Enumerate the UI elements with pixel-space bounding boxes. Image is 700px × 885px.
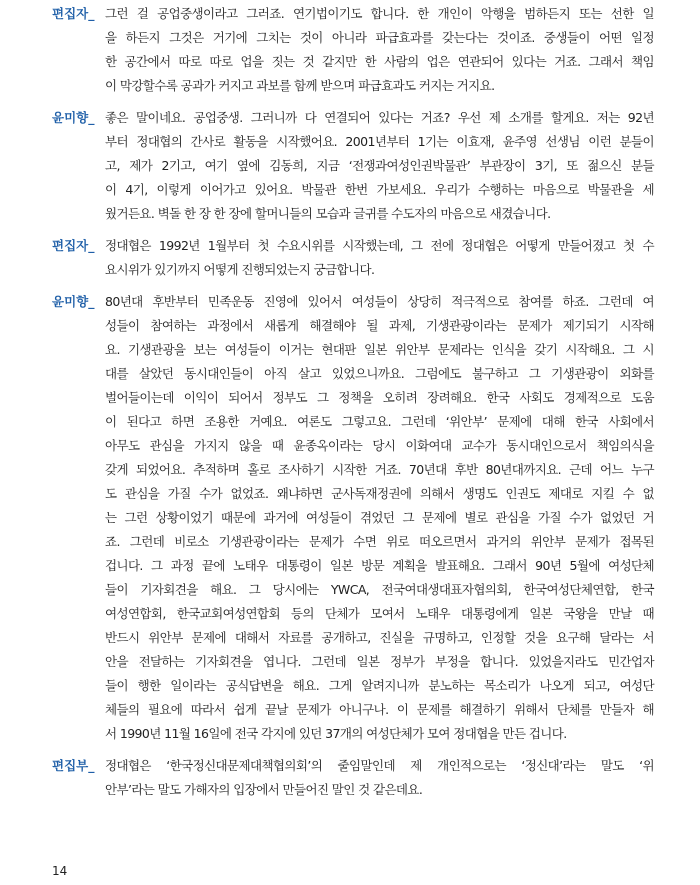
text-line: 벌어들이는데 이익이 되어서 정부도 그 정책을 오히려 장려해요. 한국 사회도 경제적으로 도움: [105, 390, 654, 405]
text-line: 80년대 후반부터 민족운동 진영에 있어서 여성들이 상당히 적극적으로 참여를 하죠. 그런데 여: [105, 294, 654, 309]
text-line: 요시위가 있기까지 어떻게 진행되었는지 궁금합니다.: [105, 262, 375, 277]
text-line: 안을 전달하는 기자회견을 엽니다. 그런데 일본 정부가 부정을 합니다. 있었을지라도 민간업자: [105, 654, 654, 669]
text-line: 대를 살았던 동시대인들이 아직 살고 있었으니까요. 그럼에도 불구하고 그 기생관광이 외화를: [105, 366, 654, 381]
text-line: 도 관심을 가질 수가 없었죠. 왜냐하면 군사독재정권에 의해서 생명도 인권도 제대로 지킬 수 없: [105, 486, 654, 501]
speaker-label: 윤미향_: [52, 110, 95, 125]
text-line: 체들의 필요에 따라서 쉽게 끝날 문제가 아니구나. 이 문제를 해결하기 위해서 단체를 만들자 해: [105, 702, 654, 717]
text-line: 여성연합회, 한국교회여성연합회 등의 단체가 모여서 노태우 대통령에게 일본 국왕을 만날 때: [105, 606, 654, 621]
speaker-label: 편집부_: [52, 758, 95, 773]
text-line: 정대협은 ‘한국정신대문제대책협의회’의 줄임말인데 제 개인적으로는 ‘정신대’라는 말도 ‘위: [105, 758, 654, 773]
text-line: 이 막강할수록 공과가 커지고 과보를 함께 받으며 파급효과도 커지는 거지요.: [105, 78, 495, 93]
dialogue-text: [105, 2, 654, 98]
text-line: 겁니다. 그 과정 끝에 노태우 대통령이 일본 방문 계획을 발표해요. 그래서 90년 5월에 여성단체: [105, 558, 654, 573]
text-line: 아무도 관심을 가지지 않을 때 윤종옥이라는 당시 이화여대 교수가 동시대인으로서 책임의식을: [105, 438, 654, 453]
text-line: 이 된다고 하면 조용한 거예요. 여론도 그렇고요. 그런데 ‘위안부’ 문제에 대해 한국 사회에서: [105, 414, 654, 429]
dialogue-block-4: [52, 290, 654, 746]
text-line: 부터 정대협의 간사로 활동을 시작했어요. 2001년부터 1기는 이효재, 윤주영 선생님 이런 분들이: [105, 134, 654, 149]
dialogue-text: [105, 290, 654, 746]
text-line: 을 하든지 그것은 거기에 그치는 것이 아니라 파급효과를 갖는다는 것이죠. 중생들이 어떤 일정: [105, 30, 654, 45]
speaker-label: 편집자_: [52, 6, 95, 21]
text-line: 반드시 위안부 문제에 대해서 자료를 공개하고, 진실을 규명하고, 인정할 것을 요구해 달라는 서: [105, 630, 654, 645]
text-line: 는 그런 상황이었기 때문에 과거에 여성들이 겪었던 그 문제에 별로 관심을 가질 수가 없었던 거: [105, 510, 654, 525]
dialogue-text: [105, 234, 654, 282]
text-line: 서 1990년 11월 16일에 전국 각지에 있던 37개의 여성단체가 모여 정대협을 만든 겁니다.: [105, 726, 567, 741]
text-line: 들이 기자회견을 해요. 그 당시에는 YWCA, 전국여대생대표자협의회, 한국여성단체연합, 한국: [105, 582, 654, 597]
speaker-label: 편집자_: [52, 238, 95, 253]
text-line: 요. 기생관광을 보는 여성들이 이거는 현대판 일본 위안부 문제라는 인식을 갖기 시작해요. 그 시: [105, 342, 654, 357]
text-line: 들이 행한 일이라는 공식답변을 해요. 그게 알려지니까 분노하는 목소리가 나오게 되고, 여성단: [105, 678, 654, 693]
text-line: 이 4기, 이렇게 이어가고 있어요. 박물관 한번 가보세요. 우리가 수행하는 마음으로 박물관을 세: [105, 182, 654, 197]
text-line: 한 공간에서 따로 따로 업을 짓는 것 같지만 한 사람의 업은 연관되어 있다는 거죠. 그래서 책임: [105, 54, 654, 69]
text-line: 안부’라는 말도 가해자의 입장에서 만들어진 말인 것 같은데요.: [105, 782, 423, 797]
dialogue-text: [105, 754, 654, 802]
text-line: 정대협은 1992년 1월부터 첫 수요시위를 시작했는데, 그 전에 정대협은 어떻게 만들어졌고 첫 수: [105, 238, 654, 253]
page-number: 14: [52, 864, 68, 878]
text-line: 그런 걸 공업중생이라고 그러죠. 연기법이기도 합니다. 한 개인이 악행을 범하든지 또는 선한 일: [105, 6, 654, 21]
text-line: 좋은 말이네요. 공업중생. 그러니까 다 연결되어 있다는 거죠? 우선 제 소개를 할게요. 저는 92년: [105, 110, 654, 125]
text-line: 고, 제가 2기고, 여기 옆에 김동희, 지금 ‘전쟁과여성인권박물관’ 부관장이 3기, 또 젊으신 분들: [105, 158, 654, 173]
dialogue-text: [105, 106, 654, 226]
text-line: 성들이 참여하는 과정에서 새롭게 해결해야 될 과제, 기생관광이라는 문제가 제기되기 시작해: [105, 318, 654, 333]
text-line: 죠. 그런데 비로소 기생관광이라는 문제가 수면 위로 떠오르면서 과거의 위안부 문제가 접목된: [105, 534, 654, 549]
dialogue-block-1: [52, 2, 654, 98]
text-line: 웠거든요. 벽돌 한 장 한 장에 할머니들의 모습과 글귀를 수도자의 마음으로 새겼습니다.: [105, 206, 551, 221]
dialogue-block-5: [52, 754, 654, 802]
text-line: 갖게 되었어요. 추적하며 홀로 조사하기 시작한 거죠. 70년대 후반 80년대까지요. 근데 어느 누구: [105, 462, 654, 477]
dialogue-block-3: [52, 234, 654, 282]
speaker-label: 윤미향_: [52, 294, 95, 309]
dialogue-block-2: [52, 106, 654, 226]
